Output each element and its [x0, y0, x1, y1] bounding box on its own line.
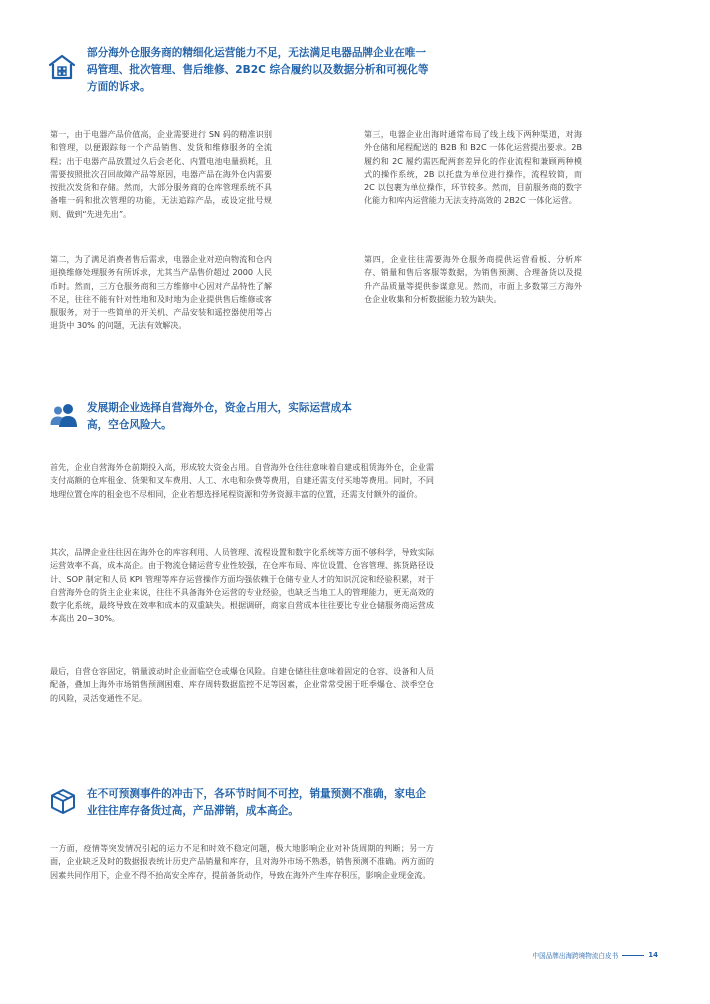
people-icon	[50, 402, 78, 432]
paragraph: 一方面，疫情等突发情况引起的运力不足和时效不稳定问题，极大地影响企业对补货周期的判断；另一方面，企业缺乏及时的数据报表统计历史产品销量和库存，且对海外市场不熟悉，销售预测不准确。两方面的因素共同作用下，企业不得不抬高安全库存，提前备货动作，导致在海外产生库存积压，影响企业现金流。	[50, 843, 434, 880]
section-title: 在不可预测事件的冲击下，各环节时间不可控，销量预测不准确，家电企业往往库存备货过高，产品滞销，成本高企。	[87, 788, 426, 817]
box-icon	[50, 788, 76, 818]
paragraph: 第三，电器企业出海时通常布局了线上线下两种渠道，对海外仓储和尾程配送的 B2B 和 B2C 一体化运营提出要求。2B 履约和 2C 履约需匹配两套差异化的作业流程和兼顾两种模式的操作系统，2B 以托盘为单位进行操作，流程较简，而 2C 以包裹为单位操作，环节较多。然而，目前服务商的数字化能力和库内运营能力无法支持高效的 2B2C 一体化运营。	[364, 129, 582, 206]
footer-divider	[622, 955, 644, 956]
section-title: 部分海外仓服务商的精细化运营能力不足，无法满足电器品牌企业在唯一码管理、批次管理、售后维修、2B2C 综合履约以及数据分析和可视化等方面的诉求。	[87, 47, 429, 93]
footer-title: 中国品牌出海跨境物流白皮书	[532, 952, 619, 960]
paragraph: 第二，为了满足消费者售后需求，电器企业对逆向物流和仓内退换维修处理服务有所诉求，尤其当产品售价超过 2000 人民币时。然而，三方仓服务商和三方维修中心因对产品特性了解不足，往往不能有针对性地和及时地为企业提供售后维修或客服服务，对于一些简单的开关机、产品安装和遥控器使用等占退货中 30% 的问题，无法有效解决。	[50, 254, 272, 331]
paragraph: 第一，由于电器产品价值高，企业需要进行 SN 码的精准识别和管理，以便跟踪每一个产品销售、发货和维修服务的全流程；出于电器产品放置过久后会老化、内置电池电量损耗，且需要按照批次召回故障产品等原因，电器产品在海外仓内需要按批次发货和存储。然而，大部分服务商的仓库管理系统不具备唯一码和批次管理的功能，无法追踪产品，或设定批号规则、做到“先进先出”。	[50, 129, 272, 219]
paragraph: 首先，企业自营海外仓前期投入高，形成较大资金占用。自营海外仓往往意味着自建或租赁海外仓，企业需支付高额的仓库租金、货架和叉车费用、人工、水电和杂费等费用，自建还需支付买地等费用。同时，不同地理位置仓库的租金也不尽相同，企业若想选择尾程资源和劳务资源丰富的位置，还需支付额外的溢价。	[50, 462, 434, 499]
page-number: 14	[648, 951, 658, 959]
paragraph: 最后，自营仓容固定，销量波动时企业面临空仓或爆仓风险。自建仓储往往意味着固定的仓容、设备和人员配备，叠加上海外市场销售预测困难、库存周转数据监控不足等因素，企业常常受困于旺季爆仓、淡季空仓的风险，灵活变通性不足。	[50, 666, 434, 703]
paragraph: 第四，企业往往需要海外仓服务商提供运营看板、分析库存、销量和售后客服等数据，为销售预测、合理备货以及提升产品质量等提供参谋意见。然而，市面上多数第三方海外仓企业收集和分析数据能力较为缺失。	[364, 254, 582, 304]
section-title: 发展期企业选择自营海外仓，资金占用大，实际运营成本高，空仓风险大。	[87, 402, 352, 431]
warehouse-icon	[48, 54, 76, 84]
paragraph: 其次，品牌企业往往因在海外仓的库容利用、人员管理、流程设置和数字化系统等方面不够科学，导致实际运营效率不高，成本高企。由于物流仓储运营专业性较强，在仓库布局、库位设置、仓容管理、拣货路径设计、SOP 制定和人员 KPI 管理等库存运营操作方面均强依赖于仓储专业人才的知识沉淀和经验积累，对于自营海外仓的货主企业来说，往往不具备海外仓运营的专业经验，也缺乏当地工人的管理能力，更无高效的数字化系统，最终导致在效率和成本的双重缺失。根据调研，商家自营成本往往要比专业仓储服务商运营成本高出 20~30%。	[50, 547, 434, 624]
page-footer	[533, 950, 658, 960]
